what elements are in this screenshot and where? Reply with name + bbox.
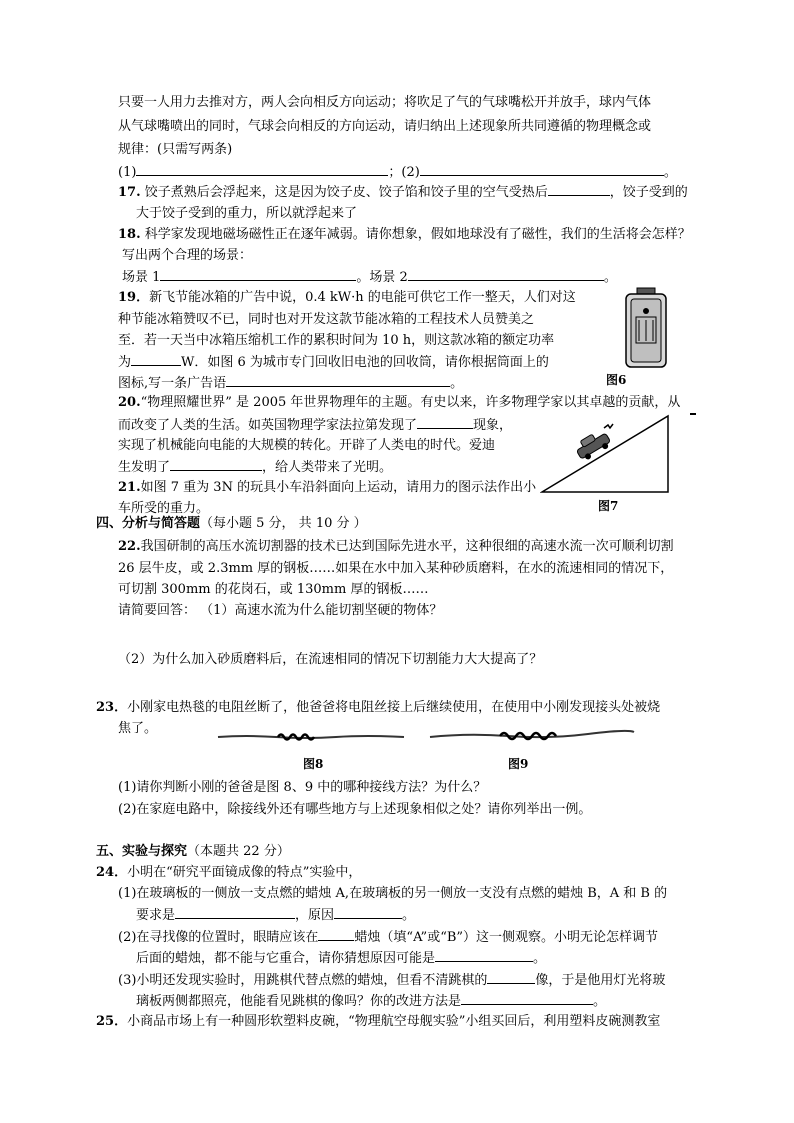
q18-line-1: 18. 科学家发现地磁场磁性正在逐年减弱。请你想象，假如地球没有了磁性，我们的生活将会怎样？ bbox=[118, 227, 691, 242]
q24-line-3: 要求是 ，原因 。 bbox=[136, 905, 415, 926]
battery-bin-figure bbox=[622, 287, 670, 369]
fig8-wire bbox=[216, 728, 406, 746]
fig7-caption: 图7 bbox=[598, 499, 619, 513]
answer-2-blank[interactable] bbox=[420, 162, 664, 176]
q17-line-2: 大于饺子受到的重力，所以就浮起来了 bbox=[136, 206, 358, 221]
q24-line-7: 璃板两侧都照亮，他能看见跳棋的像吗？你的改进方法是 。 bbox=[136, 991, 606, 1012]
q23-number: 23． bbox=[96, 700, 128, 715]
q19-slogan-blank[interactable] bbox=[226, 373, 450, 387]
q18-line-2: 写出两个合理的场景： bbox=[122, 248, 253, 263]
fig6-caption: 图6 bbox=[606, 373, 627, 387]
q19-line-3: 至．若一天当中冰箱压缩机工作的累积时间为 10 h，则这款冰箱的额定功率 bbox=[118, 333, 555, 348]
q20-line-1: 20.“物理照耀世界” 是 2005 年世界物理年的主题。有史以来，许多物理学家以其卓越的贡献，从 bbox=[118, 395, 681, 410]
answer-1-label: (1) bbox=[118, 165, 137, 180]
incline-car-figure bbox=[540, 408, 698, 494]
q24-line-6: (3)小明还发现实验时，用跳棋代替点燃的蜡烛，但看不清跳棋的 像，于是他用灯光将玻 bbox=[118, 970, 665, 991]
q25-line-1: 25．小商品市场上有一种圆形软塑料皮碗，“物理航空母舰实验”小组买回后，利用塑料皮碗测教室 bbox=[96, 1014, 661, 1029]
answer-2-label: ；(2) bbox=[388, 165, 420, 180]
q18-scenes: 场景 1 。场景 2 。 bbox=[122, 267, 617, 288]
q24-line-1: 24．小明在“研究平面镜成像的特点”实验中， bbox=[96, 865, 362, 880]
q23-line-1: 23．小刚家电热毯的电阻丝断了，他爸爸将电阻丝接上后继续使用，在使用中小刚发现接头处被烧 bbox=[96, 700, 661, 715]
q19-number: 19． bbox=[118, 290, 150, 305]
q24-line-2: (1)在玻璃板的一侧放一支点燃的蜡烛 A,在玻璃板的另一侧放一支没有点燃的蜡烛 B，A 和 B 的 bbox=[118, 886, 668, 901]
intro-line-3: 规律：(只需写两条) bbox=[118, 142, 233, 157]
answer-1-blank[interactable] bbox=[136, 162, 388, 176]
fig8-caption: 图8 bbox=[303, 757, 324, 771]
q17-number: 17. bbox=[118, 185, 141, 200]
q24-line-5: 后面的蜡烛，都不能与它重合，请你猜想原因可能是 。 bbox=[136, 948, 546, 969]
q24-line-4: (2)在寻找像的位置时，眼睛应该在 蜡烛（填“A”或“B”）这一侧观察。小明无论怎样调节 bbox=[118, 927, 658, 948]
section-4-title: 四、分析与简答题 bbox=[96, 516, 201, 531]
q24-image-blank[interactable] bbox=[487, 970, 535, 984]
q21-number: 21. bbox=[118, 480, 141, 495]
intro-line-2: 从气球嘴喷出的同时，气球会向相反的方向运动，请归纳出上述现象所共同遵循的物理概念或 bbox=[118, 119, 652, 134]
q23-line-4: (2)在家庭电路中，除接线外还有哪些地方与上述现象相似之处？请你列举出一例。 bbox=[118, 802, 592, 817]
q17-blank[interactable] bbox=[548, 182, 610, 196]
fig9-wire bbox=[428, 726, 636, 744]
q19-line-4: 为 W．如图 6 为城市专门回收旧电池的回收筒，请你根据筒面上的 bbox=[118, 352, 549, 373]
q22-line-4: 请简要回答： （1）高速水流为什么能切割坚硬的物体？ bbox=[118, 603, 443, 618]
q23-line-3: (1)请你判断小刚的爸爸是图 8、9 中的哪种接线方法？为什么？ bbox=[118, 780, 487, 795]
section-5-note: （本题共 22 分） bbox=[187, 844, 290, 859]
q20-invention-blank[interactable] bbox=[170, 457, 262, 471]
q22-line-2: 26 层牛皮，或 2.3mm 厚的钢板……如果在水中加入某种砂质磨料，在水的流速相同的情况下， bbox=[118, 561, 674, 576]
q25-number: 25． bbox=[96, 1014, 128, 1029]
intro-answer-line: (1) ；(2) 。 bbox=[118, 162, 677, 183]
section-5-heading bbox=[96, 842, 290, 862]
q22-line-1: 22.我国研制的高压水流切割器的技术已达到国际先进水平，这种很细的高速水流一次可顺利切割 bbox=[118, 539, 674, 554]
q21-line-1: 21.如图 7 重为 3N 的玩具小车沿斜面向上运动，请用力的图示法作出小 bbox=[118, 480, 537, 495]
q24-cause-blank[interactable] bbox=[435, 948, 533, 962]
q19-line-2: 种节能冰箱赞叹不已，同时也对开发这款节能冰箱的工程技术人员赞美之 bbox=[118, 312, 535, 327]
q17-line-1: 17. 饺子煮熟后会浮起来，这是因为饺子皮、饺子馅和饺子里的空气受热后 ，饺子受到的 bbox=[118, 182, 688, 203]
section-5-title: 五、实验与探究 bbox=[96, 844, 188, 859]
q21-line-2: 车所受的重力。 bbox=[118, 501, 210, 516]
q24-side-blank[interactable] bbox=[318, 927, 354, 941]
q20-phenomenon-blank[interactable] bbox=[417, 415, 473, 429]
scene-1-blank[interactable] bbox=[160, 267, 356, 281]
q19-line-1: 19．新飞节能冰箱的广告中说，0.4 kW·h 的电能可供它工作一整天，人们对这 bbox=[118, 290, 576, 305]
section-4-heading bbox=[96, 514, 367, 534]
q24-improve-blank[interactable] bbox=[461, 991, 593, 1005]
section-4-note: （每小题 5 分， 共 10 分 ） bbox=[200, 516, 367, 531]
q22-number: 22. bbox=[118, 539, 141, 554]
q24-number: 24． bbox=[96, 865, 128, 880]
q19-line-5: 图标,写一条广告语 。 bbox=[118, 373, 463, 394]
q20-line-4: 生发明了 ，给人类带来了光明。 bbox=[118, 457, 392, 478]
q20-line-2: 而改变了人类的生活。如英国物理学家法拉第发现了 现象， bbox=[118, 415, 512, 436]
scene-2-blank[interactable] bbox=[408, 267, 604, 281]
q20-line-3: 实现了机械能向电能的大规模的转化。开辟了人类电的时代。爱迪 bbox=[118, 438, 496, 453]
q24-requirement-blank[interactable] bbox=[175, 905, 295, 919]
q22-line-3: 可切割 300mm 的花岗石，或 130mm 厚的钢板…… bbox=[118, 582, 429, 597]
intro-line-1: 只要一人用力去推对方，两人会向相反方向运动；将吹足了气的气球嘴松开并放手，球内气体 bbox=[118, 95, 652, 110]
q19-power-blank[interactable] bbox=[131, 352, 181, 366]
q23-line-2: 焦了。 bbox=[118, 721, 158, 736]
fig9-caption: 图9 bbox=[508, 757, 529, 771]
q20-number: 20. bbox=[118, 395, 141, 410]
q24-reason-blank[interactable] bbox=[334, 905, 402, 919]
q22-line-5: （2）为什么加入砂质磨料后，在流速相同的情况下切割能力大大提高了？ bbox=[118, 652, 543, 667]
q18-number: 18. bbox=[118, 227, 141, 242]
